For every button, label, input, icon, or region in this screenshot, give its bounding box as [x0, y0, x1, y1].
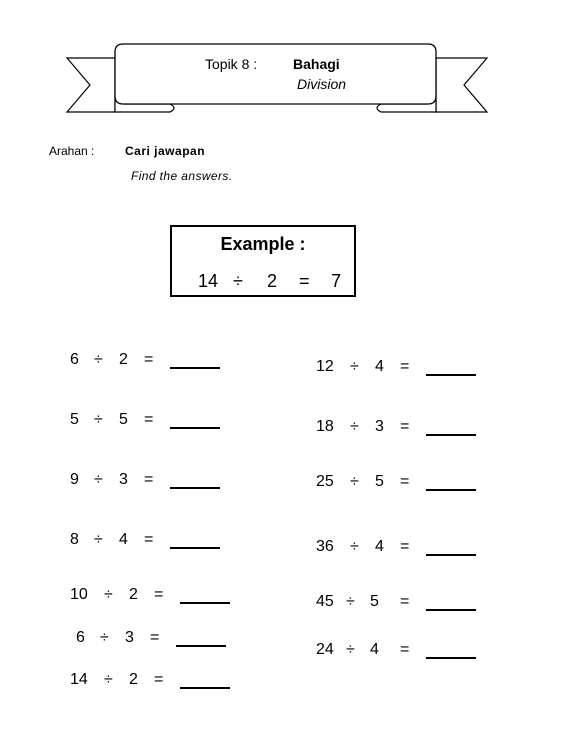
divisor: 5	[370, 593, 379, 610]
answer-blank[interactable]	[180, 687, 230, 689]
divisor: 4	[119, 531, 128, 548]
title-malay: Bahagi	[293, 56, 340, 72]
equals-sign: =	[400, 418, 410, 435]
divide-sign: ÷	[350, 418, 359, 435]
divisor: 3	[125, 629, 134, 646]
dividend: 14	[70, 671, 88, 688]
dividend: 6	[76, 629, 85, 646]
divide-sign: ÷	[94, 531, 103, 548]
equals-sign: =	[144, 411, 154, 428]
answer-blank[interactable]	[426, 609, 476, 611]
dividend: 12	[316, 358, 334, 375]
equals-sign: =	[150, 629, 160, 646]
dividend: 18	[316, 418, 334, 435]
equals-sign: =	[400, 538, 410, 555]
topic-label: Topik 8 :	[205, 56, 258, 72]
equals-sign: =	[154, 586, 164, 603]
divisor: 3	[119, 471, 128, 488]
example-divide-sign: ÷	[233, 271, 243, 291]
divide-sign: ÷	[100, 629, 109, 646]
answer-blank[interactable]	[176, 645, 226, 647]
example-box	[170, 225, 356, 297]
title-english: Division	[297, 76, 347, 92]
equals-sign: =	[400, 641, 410, 658]
dividend: 5	[70, 411, 79, 428]
answer-blank[interactable]	[180, 602, 230, 604]
dividend: 45	[316, 593, 334, 610]
divide-sign: ÷	[94, 471, 103, 488]
instruction-english: Find the answers.	[131, 169, 233, 183]
equals-sign: =	[144, 351, 154, 368]
example-answer: 7	[331, 271, 342, 291]
answer-blank[interactable]	[426, 434, 476, 436]
example-divisor: 2	[267, 271, 278, 291]
example-title: Example :	[220, 234, 306, 254]
instruction-label: Arahan :	[49, 144, 95, 158]
divisor: 2	[129, 671, 138, 688]
answer-blank[interactable]	[426, 657, 476, 659]
divisor: 3	[375, 418, 384, 435]
equals-sign: =	[400, 358, 410, 375]
dividend: 10	[70, 586, 88, 603]
dividend: 9	[70, 471, 79, 488]
divide-sign: ÷	[350, 473, 359, 490]
divisor: 5	[119, 411, 128, 428]
divide-sign: ÷	[94, 411, 103, 428]
divisor: 2	[129, 586, 138, 603]
example-dividend: 14	[198, 271, 219, 291]
divisor: 4	[375, 358, 384, 375]
divide-sign: ÷	[346, 641, 355, 658]
equals-sign: =	[400, 473, 410, 490]
dividend: 25	[316, 473, 334, 490]
divide-sign: ÷	[104, 671, 113, 688]
answer-blank[interactable]	[426, 374, 476, 376]
answer-blank[interactable]	[426, 554, 476, 556]
answer-blank[interactable]	[170, 547, 220, 549]
divisor: 4	[370, 641, 379, 658]
dividend: 6	[70, 351, 79, 368]
title-banner	[0, 0, 569, 130]
divide-sign: ÷	[94, 351, 103, 368]
answer-blank[interactable]	[170, 487, 220, 489]
example-equation	[198, 271, 341, 292]
divisor: 5	[375, 473, 384, 490]
dividend: 24	[316, 641, 334, 658]
divisor: 4	[375, 538, 384, 555]
equals-sign: =	[154, 671, 164, 688]
answer-blank[interactable]	[170, 367, 220, 369]
equals-sign: =	[144, 471, 154, 488]
instruction-malay: Cari jawapan	[125, 144, 206, 158]
example-equals-sign: =	[299, 271, 310, 291]
divide-sign: ÷	[350, 358, 359, 375]
answer-blank[interactable]	[170, 427, 220, 429]
dividend: 8	[70, 531, 79, 548]
divide-sign: ÷	[350, 538, 359, 555]
equals-sign: =	[144, 531, 154, 548]
divide-sign: ÷	[346, 593, 355, 610]
answer-blank[interactable]	[426, 489, 476, 491]
dividend: 36	[316, 538, 334, 555]
equals-sign: =	[400, 593, 410, 610]
divisor: 2	[119, 351, 128, 368]
divide-sign: ÷	[104, 586, 113, 603]
